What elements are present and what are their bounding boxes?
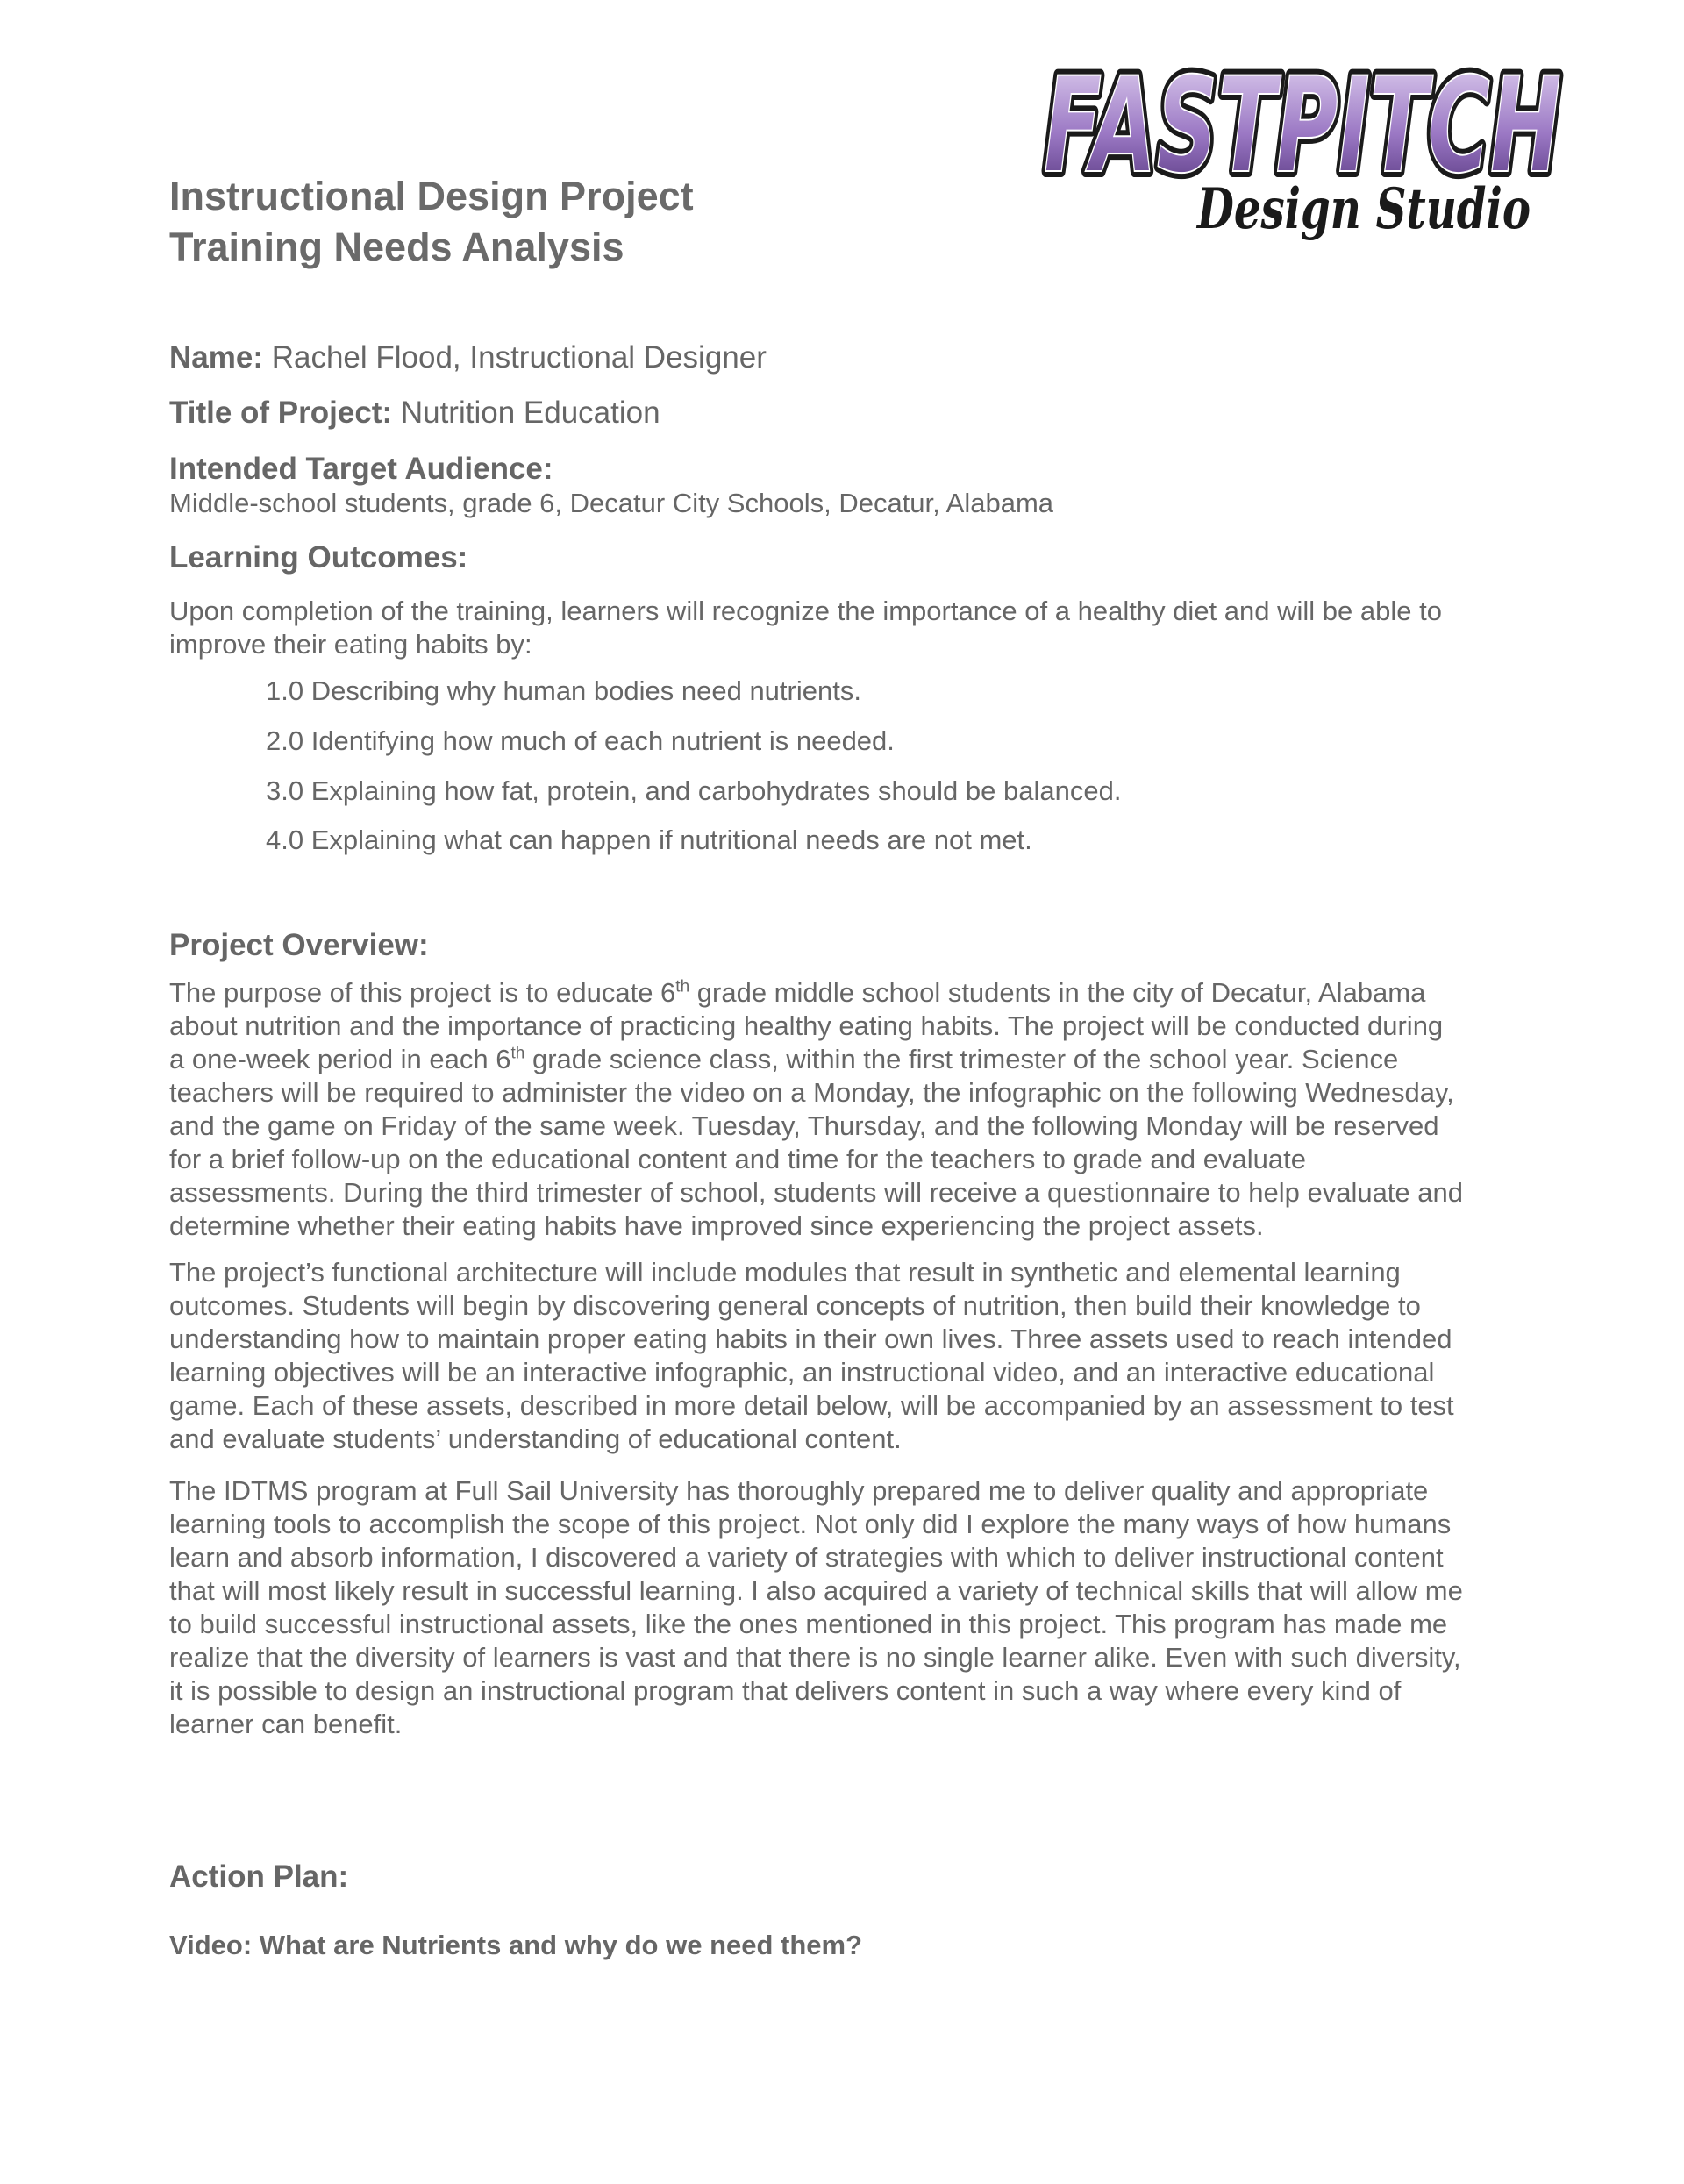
paragraph-line: learning tools to accomplish the scope of this project. Not only did I explore the many ways of how humans <box>169 1509 1452 1539</box>
video-section-heading: Video: What are Nutrients and why do we need them? <box>169 1930 863 1960</box>
overview-paragraph-program <box>169 1474 1520 1741</box>
project-title-field <box>169 396 660 431</box>
paragraph-line: and evaluate students’ understanding of educational content. <box>169 1424 902 1454</box>
logo-main-outline: FASTPITCH <box>1044 50 1561 203</box>
project-title-value: Nutrition Education <box>392 396 660 430</box>
fastpitch-design-studio-logo <box>1039 50 1566 254</box>
paragraph-line: and the game on Friday of the same week. Tuesday, Thursday, and the following Monday will be reserved <box>169 1110 1439 1141</box>
logo-main-text: FASTPITCH <box>1044 50 1561 203</box>
paragraph-line: The IDTMS program at Full Sail University has thoroughly prepared me to deliver quality and appropriate <box>169 1475 1429 1506</box>
learning-outcome-item: 4.0 Explaining what can happen if nutritional needs are not met. <box>266 824 1032 855</box>
overview-paragraph-purpose <box>169 976 1520 1243</box>
paragraph-line: about nutrition and the importance of practicing healthy eating habits. The project will be conducted during <box>169 1010 1444 1041</box>
paragraph-line: The project’s functional architecture will include modules that result in synthetic and elemental learning <box>169 1257 1401 1288</box>
superscript: th <box>510 1044 525 1063</box>
paragraph-line: a one-week period in each 6th grade science class, within the first trimester of the school year. Science <box>169 1044 1399 1074</box>
learning-outcomes-heading: Learning Outcomes: <box>169 540 468 575</box>
document-title: Instructional Design Project <box>169 174 694 218</box>
target-audience-text: Middle-school students, grade 6, Decatur City Schools, Decatur, Alabama <box>169 488 1054 518</box>
paragraph-line: determine whether their eating habits have improved since experiencing the project assets. <box>169 1210 1264 1241</box>
project-title-label: Title of Project: <box>169 396 393 430</box>
paragraph-line: outcomes. Students will begin by discovering general concepts of nutrition, then build their knowledge to <box>169 1290 1421 1321</box>
paragraph-line: learning objectives will be an interactive infographic, an instructional video, and an interactive educational <box>169 1357 1435 1388</box>
paragraph-line: teachers will be required to administer the video on a Monday, the infographic on the following Wednesday, <box>169 1077 1454 1108</box>
paragraph-line: understanding how to maintain proper eating habits in their own lives. Three assets used to reach intended <box>169 1324 1452 1354</box>
project-overview-heading: Project Overview: <box>169 928 429 962</box>
paragraph-line: that will most likely result in successful learning. I also acquired a variety of technical skills that will allow me <box>169 1575 1463 1606</box>
learning-outcome-item: 3.0 Explaining how fat, protein, and carbohydrates should be balanced. <box>266 775 1122 806</box>
paragraph-line: it is possible to design an instructional program that delivers content in such a way where every kind of <box>169 1675 1402 1706</box>
target-audience-heading: Intended Target Audience: <box>169 452 553 486</box>
paragraph-line: for a brief follow-up on the educational content and time for the teachers to grade and evaluate <box>169 1144 1306 1174</box>
learning-outcome-item: 1.0 Describing why human bodies need nutrients. <box>266 675 861 706</box>
paragraph-line: to build successful instructional assets, like the ones mentioned in this project. This program has made me <box>169 1609 1448 1639</box>
paragraph-line: learn and absorb information, I discovered a variety of strategies with which to deliver instructional content <box>169 1542 1444 1573</box>
superscript: th <box>675 977 690 996</box>
paragraph-line: game. Each of these assets, described in more detail below, will be accompanied by an assessment to test <box>169 1390 1454 1421</box>
overview-paragraph-architecture <box>169 1256 1520 1456</box>
name-value: Rachel Flood, Instructional Designer <box>262 340 767 375</box>
action-plan-heading: Action Plan: <box>169 1859 349 1894</box>
name-label: Name: <box>169 340 263 375</box>
paragraph-line: learner can benefit. <box>169 1709 403 1739</box>
logo-sub-text: Design Studio <box>1195 176 1531 242</box>
learning-outcome-item: 2.0 Identifying how much of each nutrient is needed. <box>266 725 895 756</box>
learning-outcomes-intro: Upon completion of the training, learners will recognize the importance of a healthy diet and will be able to improve their eating habits by: <box>169 596 1442 660</box>
document-subtitle: Training Needs Analysis <box>169 225 624 269</box>
name-field <box>169 340 767 375</box>
paragraph-line: The purpose of this project is to educate 6th grade middle school students in the city of Decatur, Alabama <box>169 977 1426 1008</box>
paragraph-line: realize that the diversity of learners is vast and that there is no single learner alike. Even with such diversity, <box>169 1642 1461 1673</box>
paragraph-line: assessments. During the third trimester of school, students will receive a questionnaire to help evaluate and <box>169 1177 1463 1208</box>
